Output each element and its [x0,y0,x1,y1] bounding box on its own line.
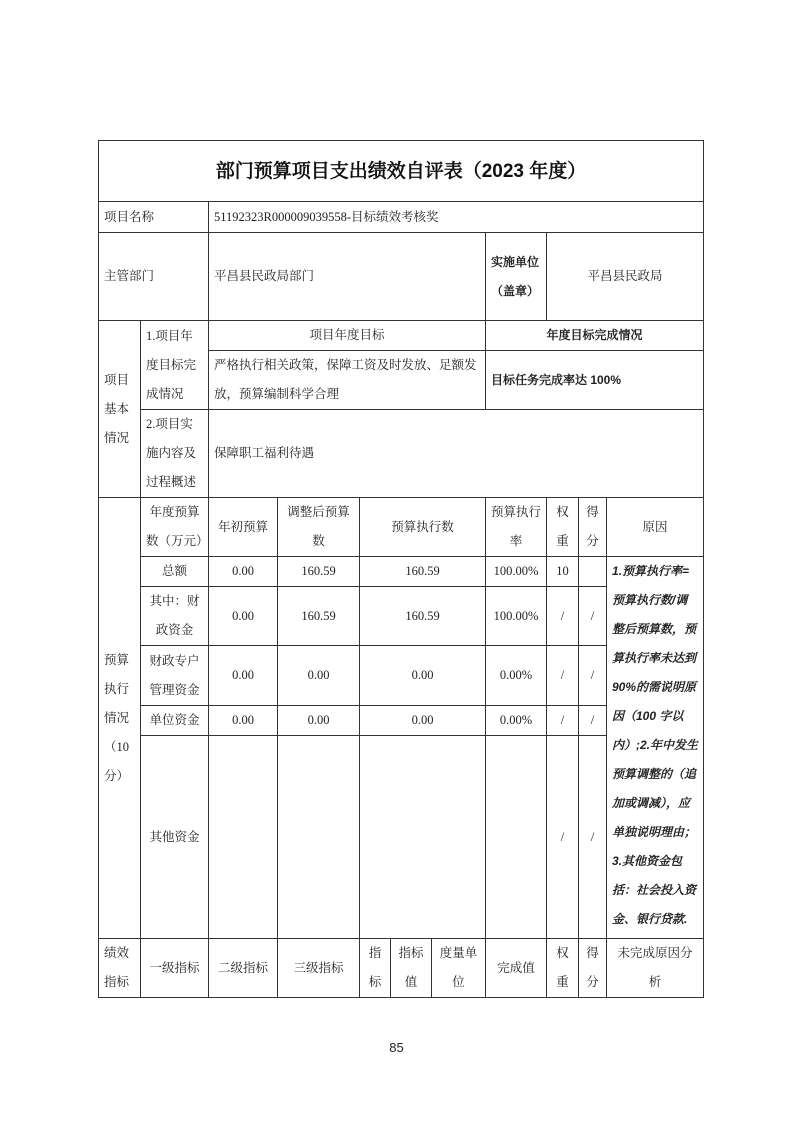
row-score: / [579,646,607,706]
page-title: 部门预算项目支出绩效自评表（2023 年度） [99,141,704,202]
row-adjusted: 160.59 [278,587,360,646]
row-weight: 10 [547,557,579,587]
dept-value: 平昌县民政局部门 [209,233,486,321]
row-rate: 0.00% [486,706,547,736]
row-name: 总额 [141,557,209,587]
row-rate: 100.00% [486,587,547,646]
row-adjusted: 0.00 [278,646,360,706]
header-reason: 原因 [607,498,704,557]
basic-info-label: 项目基本情况 [99,321,141,498]
row-executed: 160.59 [360,587,486,646]
row-executed: 160.59 [360,557,486,587]
row-score: / [579,736,607,939]
header-weight: 权重 [547,498,579,557]
annual-goal: 严格执行相关政策，保障工资及时发放、足额发放，预算编制科学合理 [209,351,486,410]
perf-completed: 完成值 [486,939,547,998]
perf-indicator-value: 指标值 [391,939,432,998]
row-initial: 0.00 [209,557,278,587]
project-name-label: 项目名称 [99,202,209,233]
reason-text: 1.预算执行率=预算执行数/调整后预算数，预算执行率未达到 90%的需说明原因（100 字以内）;2.年中发生预算调整的（追加或调减），应单独说明理由；3.其他资金包括：社会投入资金、银行贷款. [607,557,704,939]
perf-weight: 权重 [547,939,579,998]
perf-indicator: 指标 [360,939,391,998]
row-initial [209,736,278,939]
row-executed [360,736,486,939]
row-name: 其他资金 [141,736,209,939]
row-name: 财政专户管理资金 [141,646,209,706]
header-adjusted: 调整后预算数 [278,498,360,557]
impl-unit-value: 平昌县民政局 [547,233,704,321]
header-budget: 年度预算数（万元） [141,498,209,557]
perf-level3: 三级指标 [278,939,360,998]
perf-score: 得分 [579,939,607,998]
row-score [579,557,607,587]
header-score: 得分 [579,498,607,557]
row-executed: 0.00 [360,646,486,706]
row-score: / [579,706,607,736]
dept-label: 主管部门 [99,233,209,321]
table-row [99,557,704,587]
row-name: 其中：财政资金 [141,587,209,646]
goal-label: 1.项目年度目标完成情况 [141,321,209,410]
page-number: 85 [389,1040,404,1055]
perf-level2: 二级指标 [209,939,278,998]
perf-level1: 一级指标 [141,939,209,998]
header-initial: 年初预算 [209,498,278,557]
perf-unit: 度量单位 [432,939,486,998]
row-rate [486,736,547,939]
row-initial: 0.00 [209,587,278,646]
content: 保障职工福利待遇 [209,410,704,498]
row-name: 单位资金 [141,706,209,736]
completion: 目标任务完成率达 100% [486,351,704,410]
row-adjusted [278,736,360,939]
completion-header: 年度目标完成情况 [486,321,704,351]
row-initial: 0.00 [209,646,278,706]
perf-label: 绩效指标 [99,939,141,998]
row-rate: 100.00% [486,557,547,587]
row-weight: / [547,587,579,646]
budget-label: 预算执行情况（10分） [99,498,141,939]
row-executed: 0.00 [360,706,486,736]
row-weight: / [547,736,579,939]
content-label: 2.项目实施内容及过程概述 [141,410,209,498]
self-evaluation-table [98,140,704,998]
perf-reason: 未完成原因分析 [607,939,704,998]
row-weight: / [547,646,579,706]
row-weight: / [547,706,579,736]
row-adjusted: 0.00 [278,706,360,736]
row-adjusted: 160.59 [278,557,360,587]
impl-unit-label: 实施单位（盖章） [486,233,547,321]
header-rate: 预算执行率 [486,498,547,557]
row-score: / [579,587,607,646]
row-initial: 0.00 [209,706,278,736]
project-name: 51192323R000009039558-目标绩效考核奖 [209,202,704,233]
row-rate: 0.00% [486,646,547,706]
annual-goal-header: 项目年度目标 [209,321,486,351]
header-executed: 预算执行数 [360,498,486,557]
